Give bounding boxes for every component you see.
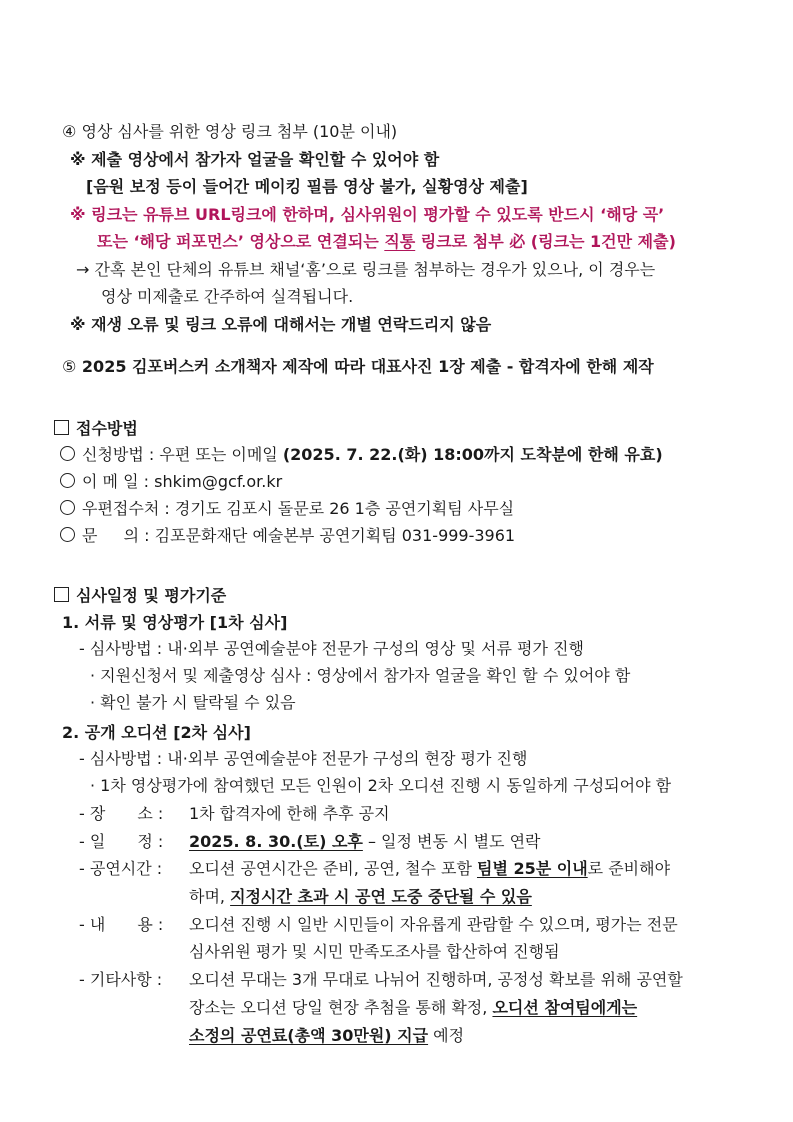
- s4-arrow-note2: 영상 미제출로 간주하여 실격됩니다.: [101, 287, 354, 306]
- s4-note2: [음원 보정 등이 들어간 메이킹 필름 영상 불가, 실황영상 제출]: [86, 177, 528, 196]
- round2-date-row: [79, 831, 541, 853]
- reception-sep: :: [159, 499, 175, 518]
- s4-red-note2: [97, 231, 676, 253]
- round2-etc-row3: [189, 1025, 464, 1047]
- s4-number: ④: [62, 122, 77, 141]
- s4-red-note1: ※ 링크는 유튜브 URL링크에 한하며, 심사위원이 평가할 수 있도록 반드시 ‘해당 곡’: [70, 205, 665, 224]
- reception-value: 우편 또는 이메일: [159, 445, 283, 464]
- reception-value: 경기도 김포시 돌문로 26 1층 공연기획팀 사무실: [174, 499, 515, 518]
- etc-value3: 예정: [428, 1026, 465, 1045]
- reception-item-post: [60, 498, 514, 520]
- round2-etc-row: [79, 969, 683, 991]
- s4-note1: ※ 제출 영상에서 참가자 얼굴을 확인할 수 있어야 함: [70, 150, 440, 169]
- round1-title: 1. 서류 및 영상평가 [1차 심사]: [62, 613, 288, 632]
- reception-sep: :: [139, 526, 155, 545]
- s4-red-note2-c: 링크로 첨부 必 (링크는 1건만 제출): [415, 232, 676, 251]
- round2-time-row2: [189, 886, 532, 908]
- date-label: - 일 정 :: [79, 832, 164, 851]
- time-label: - 공연시간 :: [79, 859, 163, 878]
- date-note: – 일정 변동 시 별도 연락: [362, 832, 541, 851]
- etc-fee-amount: 소정의 공연료(총액 30만원) 지급: [189, 1026, 429, 1045]
- s4-red-note2-direct: 직통: [384, 232, 416, 251]
- round2-content-row: [79, 914, 678, 936]
- reception-item-email: [60, 471, 282, 493]
- reception-label: 우편접수처: [82, 499, 160, 518]
- reception-item-method: [60, 444, 663, 466]
- checkbox-square-icon: [54, 420, 69, 435]
- etc-fee-notice: 오디션 참여팀에게는: [492, 998, 638, 1017]
- circle-bullet-icon: [60, 500, 75, 515]
- place-value: 1차 합격자에 한해 추후 공지: [189, 804, 390, 823]
- checkbox-square-icon: [54, 587, 69, 602]
- s4-title: [62, 121, 397, 143]
- round2-title: 2. 공개 오디션 [2차 심사]: [62, 723, 251, 742]
- reception-label: 문 의: [82, 526, 140, 545]
- s4-note3: ※ 재생 오류 및 링크 오류에 대해서는 개별 연락드리지 않음: [70, 315, 492, 334]
- time-text-end: 로 준비해야: [587, 859, 671, 878]
- round2-content-row2: 심사위원 평가 및 시민 만족도조사를 합산하여 진행됨: [189, 942, 560, 961]
- place-label: - 장 소 :: [79, 804, 164, 823]
- date-value: 2025. 8. 30.(토) 오후: [189, 832, 363, 851]
- round2-place-row: [79, 803, 390, 825]
- etc-value2: 장소는 오디션 당일 현장 추첨을 통해 확정,: [189, 998, 493, 1017]
- content-value1: 오디션 진행 시 일반 시민들이 자유롭게 관람할 수 있으며, 평가는 전문: [189, 915, 678, 934]
- time-text2: 하며,: [189, 887, 231, 906]
- reception-sep: :: [143, 445, 160, 464]
- time-overrun-warning: 지정시간 초과 시 공연 도중 중단될 수 있음: [230, 887, 532, 906]
- reception-deadline: (2025. 7. 22.(화) 18:00까지 도착분에 한해 유효): [282, 445, 663, 464]
- circle-bullet-icon: [60, 446, 75, 461]
- reception-email-value: shkim@gcf.or.kr: [154, 472, 283, 491]
- schedule-heading-text: 심사일정 및 평가기준: [76, 586, 227, 605]
- etc-value1: 오디션 무대는 3개 무대로 나뉘어 진행하며, 공정성 확보를 위해 공연할: [189, 970, 683, 989]
- etc-label: - 기타사항 :: [79, 970, 163, 989]
- reception-label: 이 메 일: [82, 472, 139, 491]
- round2-time-row: [79, 858, 670, 880]
- round2-etc-row2: [189, 997, 637, 1019]
- round1-detail1: · 지원신청서 및 제출영상 심사 : 영상에서 참가자 얼굴을 확인 할 수 있어야 함: [90, 666, 631, 685]
- time-text: 오디션 공연시간은 준비, 공연, 철수 포함: [189, 859, 477, 878]
- round1-method: - 심사방법 : 내·외부 공연예술분야 전문가 구성의 영상 및 서류 평가 진행: [79, 639, 584, 658]
- reception-label: 신청방법: [82, 445, 144, 464]
- content-label: - 내 용 :: [79, 915, 164, 934]
- s4-arrow-note1: → 간혹 본인 단체의 유튜브 채널‘홈’으로 링크를 첨부하는 경우가 있으나, 이 경우는: [76, 260, 656, 279]
- schedule-heading: [54, 585, 226, 607]
- time-limit: 팀별 25분 이내: [476, 859, 588, 878]
- circle-bullet-icon: [60, 527, 75, 542]
- s5-text: 2025 김포버스커 소개책자 제작에 따라 대표사진 1장 제출 - 합격자에 한해 제작: [81, 357, 654, 376]
- reception-value: 김포문화재단 예술본부 공연기획팀 031-999-3961: [154, 526, 516, 545]
- s4-red-note2-a: 또는 ‘해당 퍼포먼스’ 영상으로 연결되는: [97, 232, 385, 251]
- round2-detail1: · 1차 영상평가에 참여했던 모든 인원이 2차 오디션 진행 시 동일하게 구성되어야 함: [90, 776, 672, 795]
- reception-heading: [54, 418, 138, 440]
- reception-sep: :: [138, 472, 155, 491]
- s5-line: [62, 356, 654, 378]
- circle-bullet-icon: [60, 473, 75, 488]
- reception-heading-text: 접수방법: [76, 419, 138, 438]
- s5-number: ⑤: [62, 357, 77, 376]
- reception-item-inquiry: [60, 525, 515, 547]
- s4-title-text: 영상 심사를 위한 영상 링크 첨부 (10분 이내): [81, 122, 398, 141]
- round1-detail2: · 확인 불가 시 탈락될 수 있음: [90, 693, 296, 712]
- round2-method: - 심사방법 : 내·외부 공연예술분야 전문가 구성의 현장 평가 진행: [79, 749, 528, 768]
